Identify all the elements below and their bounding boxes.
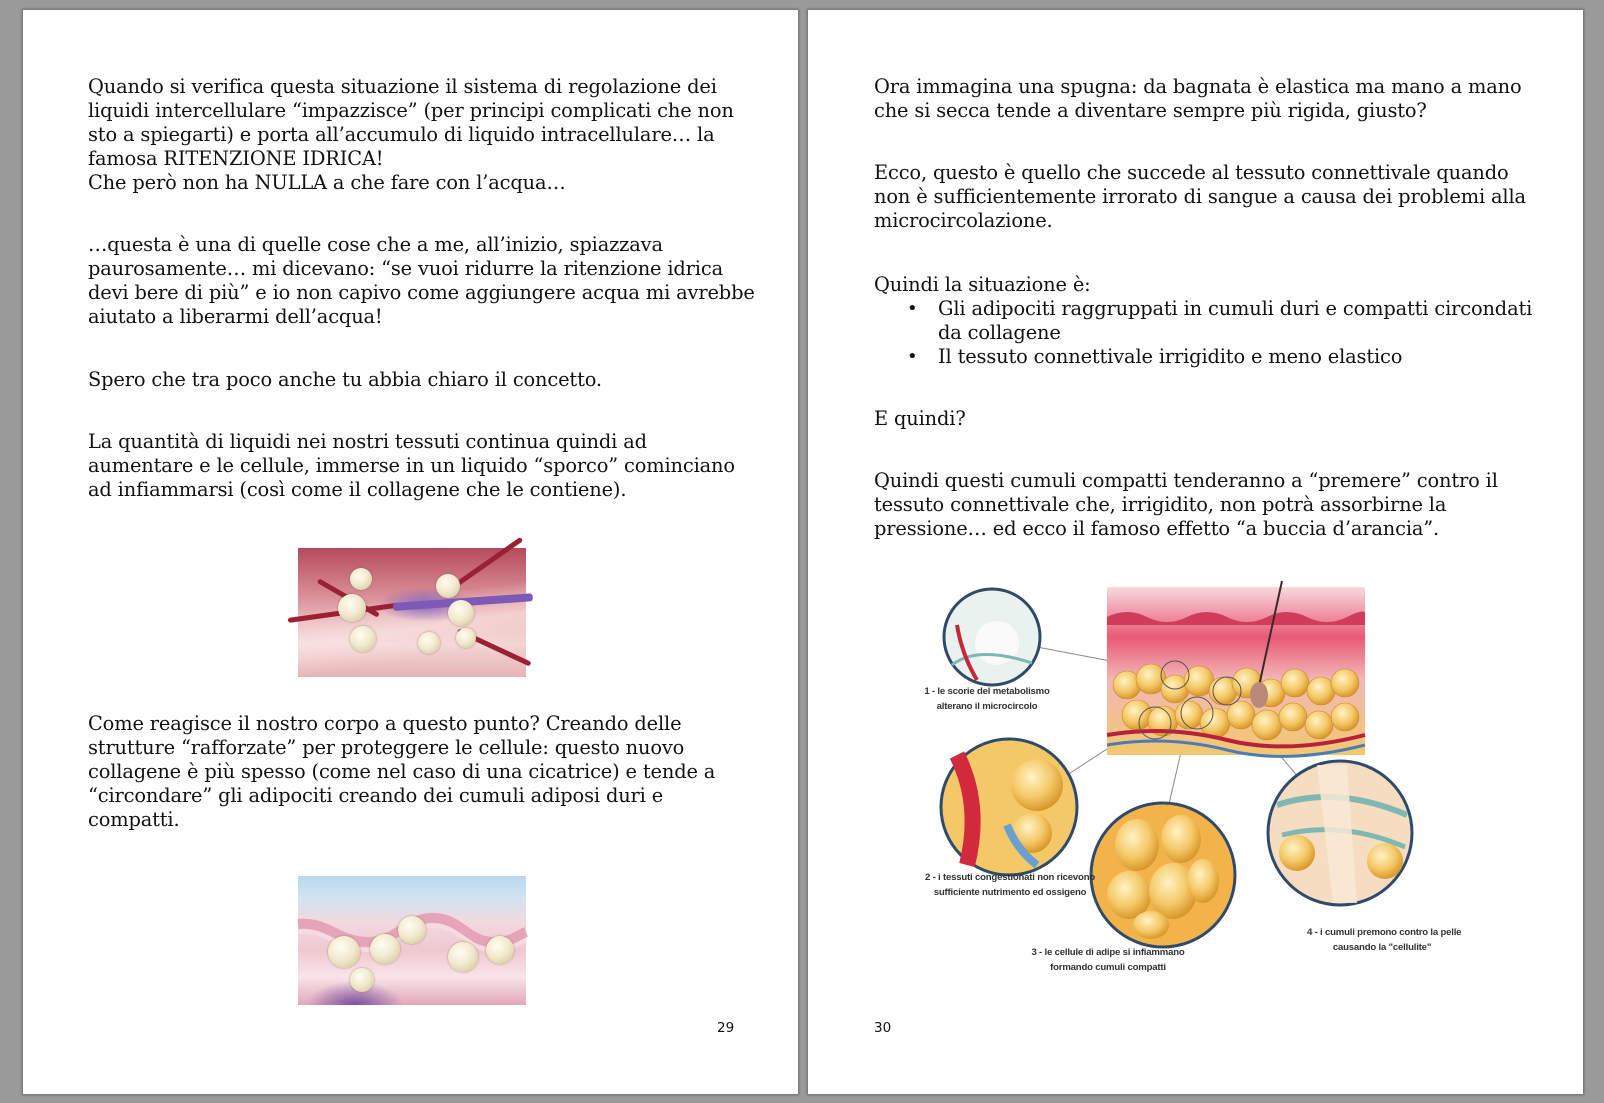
paragraph: Quando si verifica questa situazione il sistema di regolazione dei liquidi intercellulare “impazzisce” (per principi complicati che non sto a spiegarti) e porta all’accumulo di liquido intracellulare… la famosa RITENZIONE IDRICA! Che però non ha NULLA a che fare con l’acqua…	[88, 75, 734, 195]
collagen-illustration	[298, 876, 526, 1005]
page-29	[22, 9, 799, 1095]
cellulite-diagram	[924, 585, 1477, 1005]
paragraph: …questa è una di quelle cose che a me, all’inizio, spiazzava paurosamente… mi dicevano: “se vuoi ridurre la ritenzione idrica devi bere di più” e io non capivo come aggiungere acqua mi avrebbe aiutato a liberarmi dell’acqua!	[88, 233, 755, 329]
figure-caption: 3 - le cellule di adipe si infiammano formando cumuli compatti	[1031, 947, 1185, 973]
paragraph: Ora immagina una spugna: da bagnata è elastica ma mano a mano che si secca tende a diventare sempre più rigida, giusto?	[874, 75, 1522, 123]
paragraph: Quindi questi cumuli compatti tenderanno a “premere” contro il tessuto connettivale che, irrigidito, non potrà assorbirne la pressione… ed ecco il famoso effetto “a buccia d’arancia”.	[874, 469, 1498, 541]
paragraph: Quindi la situazione è:	[874, 273, 1091, 296]
paragraph: Come reagisce il nostro corpo a questo punto? Creando delle strutture “rafforzate” per proteggere le cellule: questo nuovo collagene è più spesso (come nel caso di una cicatrice) e tende a “circondare” gli adipociti creando dei cumuli adiposi duri e compatti.	[88, 712, 716, 832]
figure-caption: 4 - i cumuli premono contro la pelle causando la "cellulite"	[1307, 927, 1462, 953]
list-item: • Gli adipociti raggruppati in cumuli duri e compatti circondati da collagene	[874, 297, 1532, 345]
paragraph: Ecco, questo è quello che succede al tessuto connettivale quando non è sufficientemente irrorato di sangue a causa dei problemi alla microcircolazione.	[874, 161, 1526, 233]
list-item: • Il tessuto connettivale irrigidito e meno elastico	[874, 345, 1532, 369]
figure-caption: 1 - le scorie del metabolismo alterano il microcircolo	[924, 686, 1050, 712]
blood-vessels-illustration	[298, 548, 526, 677]
figure-caption: 2 - i tessuti congestionati non ricevono sufficiente nutrimento ed ossigeno	[925, 872, 1096, 898]
paragraph: Spero che tra poco anche tu abbia chiaro il concetto.	[88, 368, 602, 391]
page-number: 29	[717, 1020, 735, 1036]
paragraph: E quindi?	[874, 407, 966, 430]
bullet-list	[874, 297, 1532, 369]
paragraph: La quantità di liquidi nei nostri tessuti continua quindi ad aumentare e le cellule, immerse in un liquido “sporco” cominciano ad infiammarsi (così come il collagene che le contiene).	[88, 430, 735, 502]
page-number: 30	[874, 1020, 892, 1036]
